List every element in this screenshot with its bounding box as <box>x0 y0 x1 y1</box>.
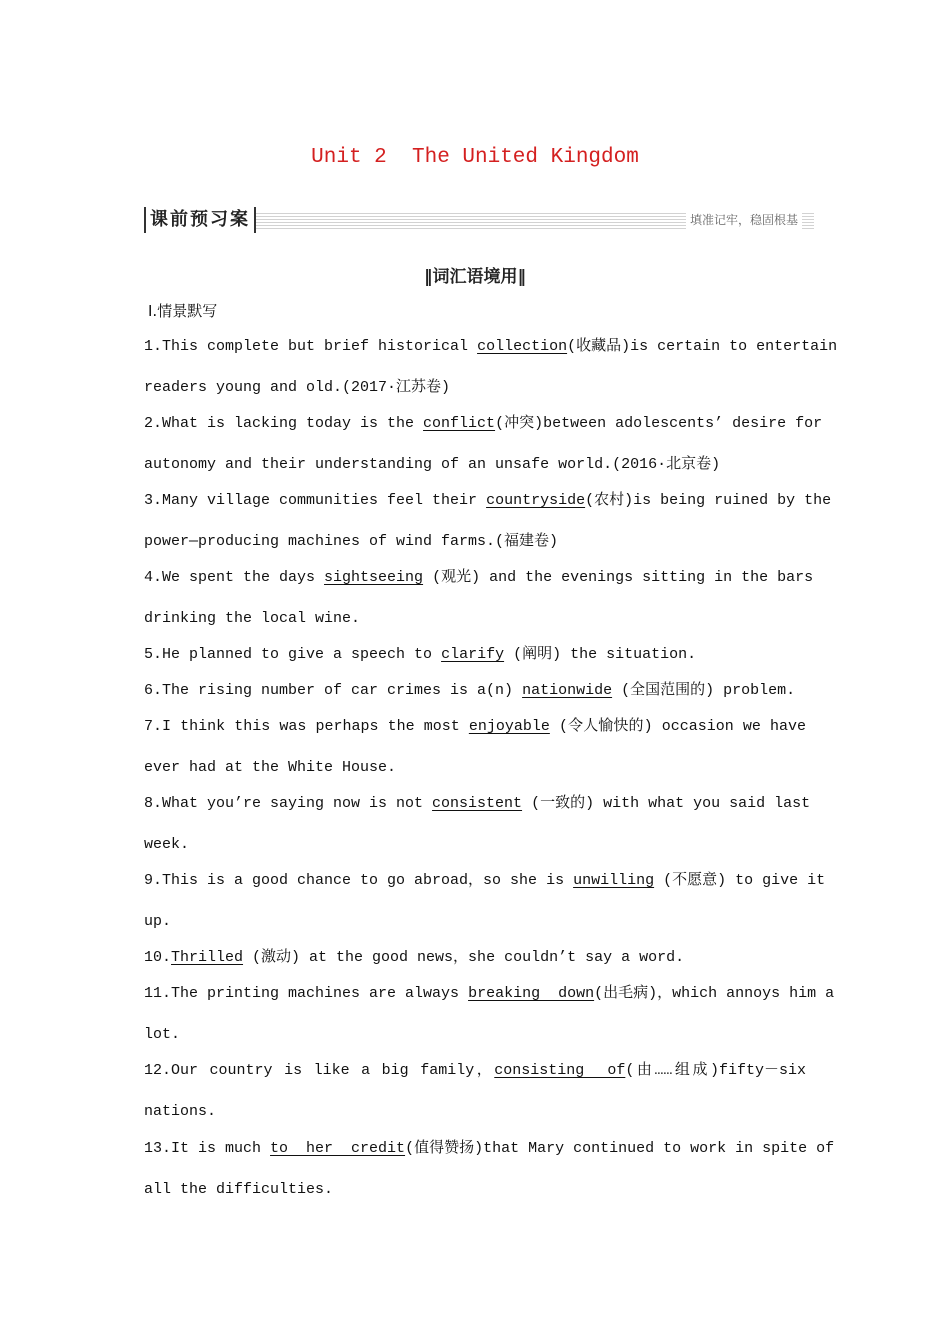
answer-11: breaking down <box>468 985 595 1002</box>
exercise-12-line-2: nations. <box>144 1103 217 1120</box>
exercise-1-line-2: readers young and old.(2017·江苏卷) <box>144 379 451 396</box>
section-banner <box>144 207 814 233</box>
banner-tagline: 填准记牢，稳固根基 <box>686 211 802 229</box>
exercise-4-line-2: drinking the local wine. <box>144 610 361 627</box>
exercise-1-line-1: 1.This complete but brief historical collection(收藏品)is certain to entertain <box>144 338 838 355</box>
exercise-11-line-2: lot. <box>144 1026 181 1043</box>
exercise-9-line-2: up. <box>144 913 172 930</box>
exercise-7-line-1: 7.I think this was perhaps the most enjoyable (令人愉快的) occasion we have <box>144 718 807 735</box>
answer-1: collection <box>477 338 568 355</box>
subsection-heading: Ⅰ.情景默写 <box>148 302 218 320</box>
exercise-2-line-1: 2.What is lacking today is the conflict(冲突)between adolescents’ desire for <box>144 415 823 432</box>
answer-2: conflict <box>423 415 496 432</box>
exercise-8-line-2: week. <box>144 836 190 853</box>
exercise-13-line-2: all the difficulties. <box>144 1181 334 1198</box>
answer-5: clarify <box>441 646 505 663</box>
exercise-4-line-1: 4.We spent the days sightseeing (观光) and the evenings sitting in the bars <box>144 569 814 586</box>
exercise-8-line-1: 8.What you’re saying now is not consistent (一致的) with what you said last <box>144 795 811 812</box>
exercise-9-line-1: 9.This is a good chance to go abroad，so she is unwilling (不愿意) to give it <box>144 872 826 889</box>
answer-10: Thrilled <box>171 949 244 966</box>
exercise-10-line-1: 10.Thrilled (激动) at the good news，she couldn’t say a word. <box>144 949 685 966</box>
answer-13: to her credit <box>270 1140 406 1157</box>
answer-4: sightseeing <box>324 569 424 586</box>
section-heading: ‖词汇语境用‖ <box>424 267 526 287</box>
exercise-3-line-2: power—producing machines of wind farms.(福建卷) <box>144 533 559 550</box>
answer-3: countryside <box>486 492 586 509</box>
exercise-2-line-2: autonomy and their understanding of an unsafe world.(2016·北京卷) <box>144 456 721 473</box>
page-title: Unit 2 The United Kingdom <box>311 146 639 169</box>
answer-7: enjoyable <box>468 718 550 735</box>
exercise-5-line-1: 5.He planned to give a speech to clarify (阐明) the situation. <box>144 646 697 663</box>
exercise-3-line-1: 3.Many village communities feel their countryside(农村)is being ruined by the <box>144 492 832 509</box>
exercise-6-line-1: 6.The rising number of car crimes is a(n) nationwide (全国范围的) problem. <box>144 682 796 699</box>
banner-label: 课前预习案 <box>144 207 256 233</box>
exercise-12-line-1: 12.Our country is like a big family，consisting of(由……组成)fifty－six <box>144 1062 806 1079</box>
answer-6: nationwide <box>522 682 613 699</box>
exercise-13-line-1: 13.It is much to her credit(值得赞扬)that Mary continued to work in spite of <box>144 1140 835 1157</box>
answer-8: consistent <box>432 795 523 812</box>
answer-12: consisting of <box>494 1062 626 1079</box>
exercise-7-line-2: ever had at the White House. <box>144 759 397 776</box>
answer-9: unwilling <box>573 872 655 889</box>
exercise-11-line-1: 11.The printing machines are always breaking down(出毛病)，which annoys him a <box>144 985 835 1002</box>
